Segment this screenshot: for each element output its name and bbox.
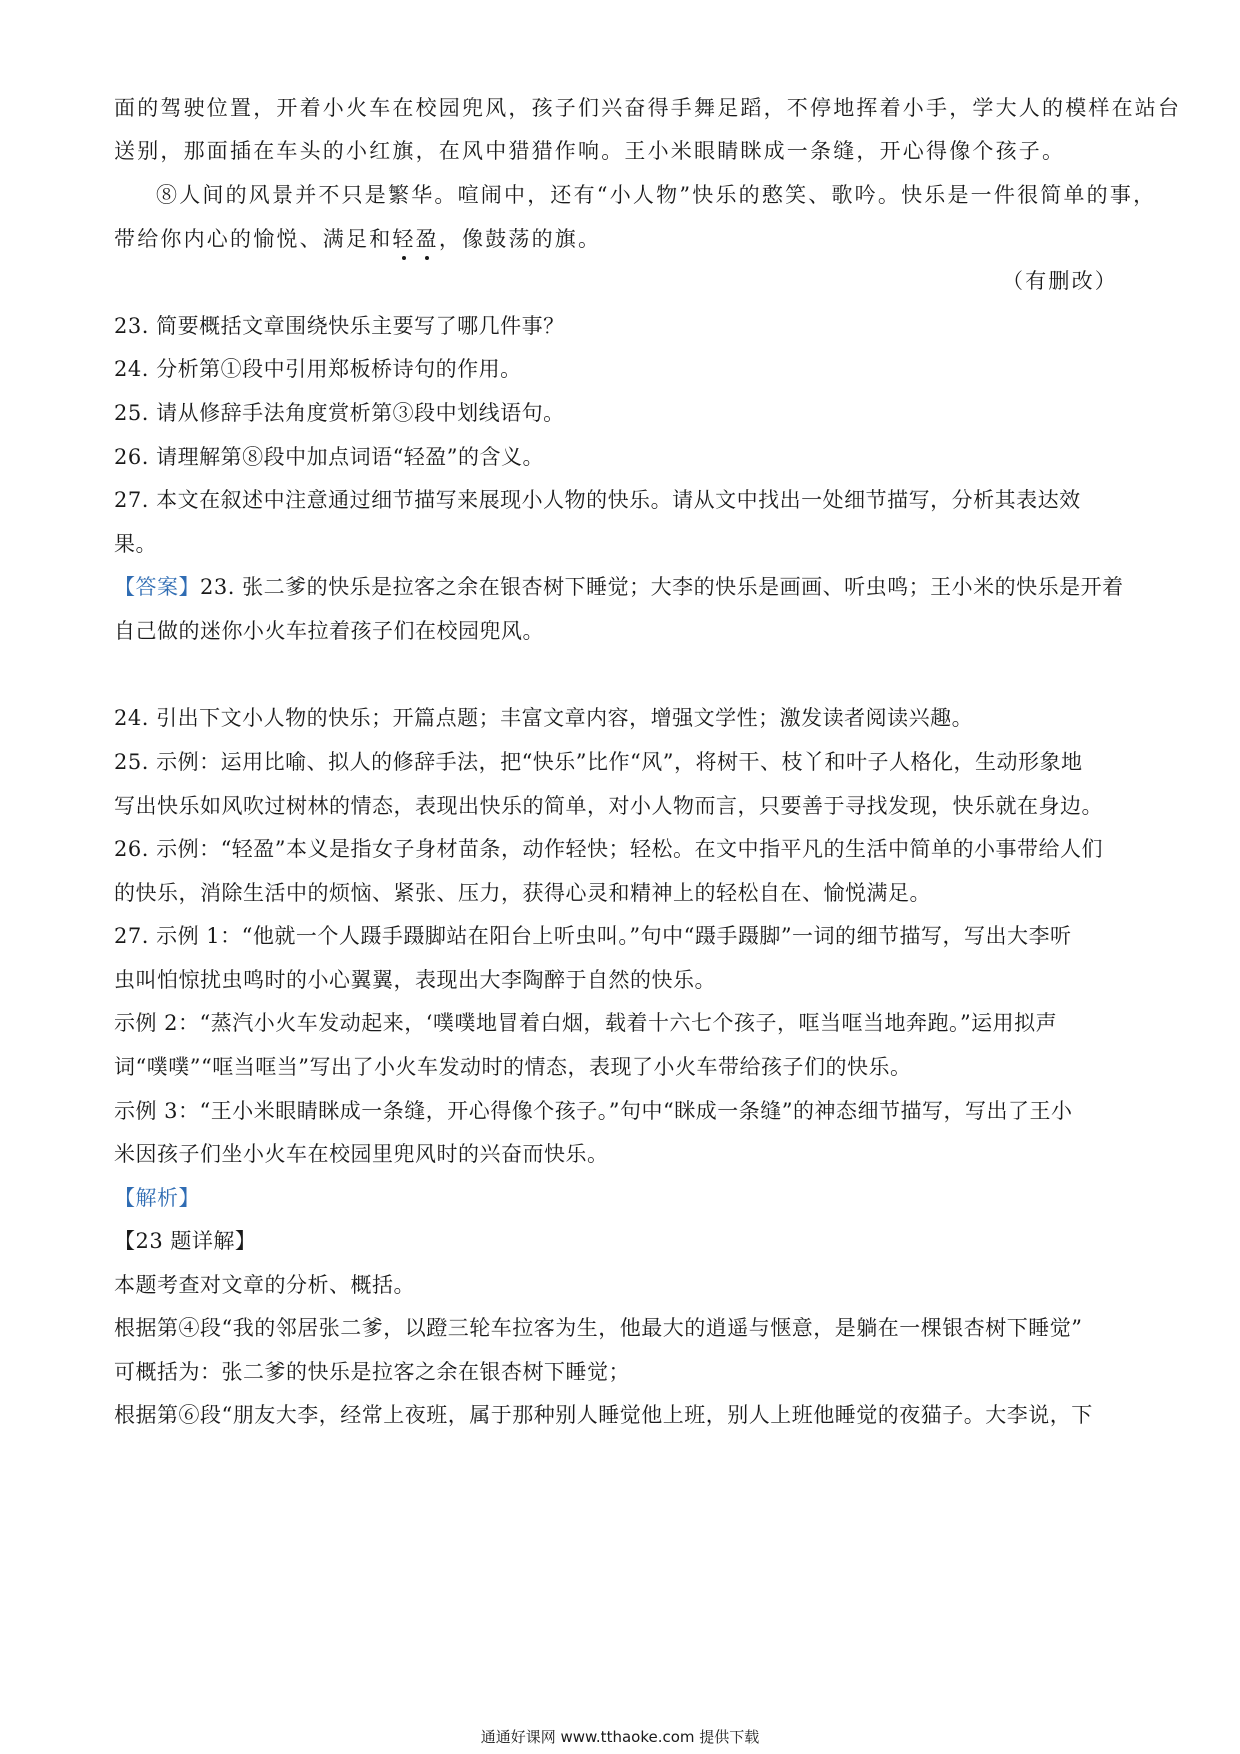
answer-23-line2: 自己做的迷你小火车拉着孩子们在校园兜风。 [114,619,544,643]
emphasis-dot-char-2: 盈 [416,224,439,254]
passage-p7-line2: 送别，那面插在车头的小红旗，在风中猎猎作响。王小米眼睛眯成一条缝，开心得像个孩子。 [114,139,1066,163]
answer-27-example3-line1: 示例 3：“王小米眼睛眯成一条缝，开心得像个孩子。”句中“眯成一条缝”的神态细节描写，写出了王小 [114,1099,1073,1123]
passage-p8-line2 [114,224,601,254]
question-26: 26. 请理解第⑧段中加点词语“轻盈”的含义。 [114,445,545,469]
emphasis-dot-char-1: 轻 [392,224,415,254]
answer-27-example2-line2: 词“噗噗”“哐当哐当”写出了小火车发动时的情态，表现了小火车带给孩子们的快乐。 [114,1055,912,1079]
passage-p8-text-a: 带给你内心的愉悦、满足和 [114,227,393,251]
answer-27-example1-line2: 虫叫怕惊扰虫鸣时的小心翼翼，表现出大李陶醉于自然的快乐。 [114,968,716,992]
answer-25-line2: 写出快乐如风吹过树林的情态，表现出快乐的简单，对小人物而言，只要善于寻找发现，快乐就在身边。 [114,794,1103,818]
answer-27-example2-line1: 示例 2：“蒸汽小火车发动起来，‘噗噗地冒着白烟，载着十六七个孩子，哐当哐当地奔跑。”运用拟声 [114,1011,1058,1035]
question-27-line2: 果。 [114,532,157,556]
answer-27-example1-line1: 27. 示例 1：“他就一个人蹑手蹑脚站在阳台上听虫叫。”句中“蹑手蹑脚”一词的细节描写，写出大李听 [114,924,1072,948]
answer-23-text: 23. 张二爹的快乐是拉客之余在银杏树下睡觉；大李的快乐是画画、听虫鸣；王小米的快乐是开着 [200,575,1124,599]
answer-26-line2: 的快乐，消除生活中的烦恼、紧张、压力，获得心灵和精神上的轻松自在、愉悦满足。 [114,881,931,905]
page-footer: 通通好课网 www.tthaoke.com 提供下载 [480,1728,760,1746]
question-23: 23. 简要概括文章围绕快乐主要写了哪几件事？ [114,314,565,338]
answer-25-line1: 25. 示例：运用比喻、拟人的修辞手法，把“快乐”比作“风”，将树干、枝丫和叶子人格化，生动形象地 [114,750,1083,774]
answer-label: 【答案】 [114,575,200,599]
answer-27-example3-line2: 米因孩子们坐小火车在校园里兜风时的兴奋而快乐。 [114,1142,609,1166]
passage-p8-line1: ⑧人间的风景并不只是繁华。喧闹中，还有“小人物”快乐的憨笑、歌吟。快乐是一件很简单的事， [156,183,1157,207]
analysis-23-intro: 本题考查对文章的分析、概括。 [114,1273,415,1297]
analysis-23-heading: 【23 题详解】 [114,1229,257,1253]
answer-24: 24. 引出下文小人物的快乐；开篇点题；丰富文章内容，增强文学性；激发读者阅读兴趣。 [114,706,974,730]
passage-p8-text-b: ，像鼓荡的旗。 [438,227,602,251]
answer-26-line1: 26. 示例：“轻盈”本义是指女子身材苗条，动作轻快；轻松。在文中指平凡的生活中简单的小事带给人们 [114,837,1104,861]
question-24: 24. 分析第①段中引用郑板桥诗句的作用。 [114,357,522,381]
analysis-23-p4-line2: 可概括为：张二爹的快乐是拉客之余在银杏树下睡觉； [114,1360,630,1384]
question-27-line1: 27. 本文在叙述中注意通过细节描写来展现小人物的快乐。请从文中找出一处细节描写，分析其表达效 [114,488,1081,512]
question-25: 25. 请从修辞手法角度赏析第③段中划线语句。 [114,401,565,425]
analysis-23-p6-line1: 根据第⑥段“朋友大李，经常上夜班，属于那种别人睡觉他上班，别人上班他睡觉的夜猫子。大李说，下 [114,1403,1093,1427]
answer-23-line1 [114,572,1124,602]
passage-p7-line1: 面的驾驶位置，开着小火车在校园兜风，孩子们兴奋得手舞足蹈，不停地挥着小手，学大人的模样在站台 [114,96,1182,120]
analysis-label: 【解析】 [114,1186,200,1210]
source-note: （有删改） [1002,269,1118,293]
analysis-23-p4-line1: 根据第④段“我的邻居张二爹，以蹬三轮车拉客为生，他最大的逍遥与惬意，是躺在一棵银杏树下睡觉” [114,1316,1083,1340]
